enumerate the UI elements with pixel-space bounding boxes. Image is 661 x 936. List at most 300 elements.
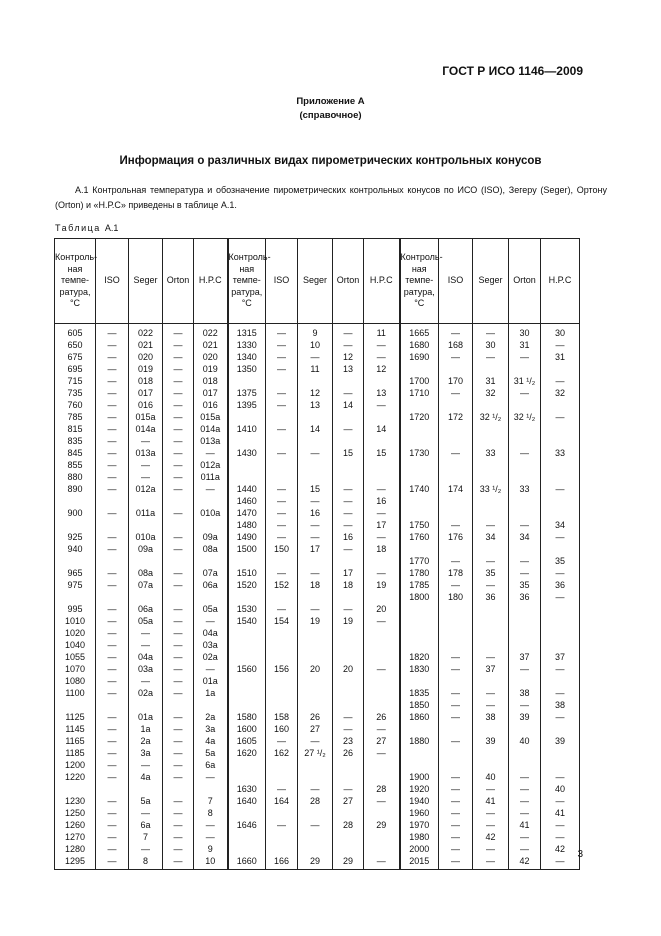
table-cell: — — [163, 615, 194, 627]
table-cell: 022 — [194, 324, 228, 340]
table-cell: — — [96, 639, 129, 651]
table-cell — [364, 627, 400, 639]
table-cell — [266, 375, 298, 387]
table-cell: — — [439, 735, 473, 747]
table-cell — [509, 543, 541, 555]
table-cell: — — [163, 363, 194, 375]
table-cell: 695 — [55, 363, 96, 375]
table-cell: 174 — [439, 483, 473, 495]
table-row — [55, 363, 580, 375]
table-cell — [298, 699, 333, 711]
table-cell: 017 — [194, 387, 228, 399]
table-cell — [129, 591, 163, 603]
table-cell: 33 — [541, 447, 580, 459]
table-cell: 34 — [473, 531, 509, 543]
table-cell — [194, 495, 228, 507]
table-cell: 1375 — [228, 387, 266, 399]
table-row — [55, 459, 580, 471]
table-cell: — — [194, 447, 228, 459]
table-cell: — — [333, 723, 364, 735]
table-cell — [129, 519, 163, 531]
table-cell — [509, 615, 541, 627]
table-cell: 965 — [55, 567, 96, 579]
table-cell: 020 — [129, 351, 163, 363]
table-cell: 33 — [473, 447, 509, 459]
table-cell: 04a — [129, 651, 163, 663]
table-cell — [473, 363, 509, 375]
table-cell: 18 — [333, 579, 364, 591]
table-cell: — — [509, 807, 541, 819]
table-cell — [333, 831, 364, 843]
table-cell: 3a — [194, 723, 228, 735]
table-cell — [96, 783, 129, 795]
table-row — [55, 855, 580, 870]
table-cell: 1920 — [400, 783, 439, 795]
table-cell — [400, 459, 439, 471]
table-cell: 1830 — [400, 663, 439, 675]
table-cell: — — [163, 411, 194, 423]
table-row — [55, 531, 580, 543]
table-cell: — — [163, 435, 194, 447]
table-cell: — — [439, 687, 473, 699]
table-cell — [266, 639, 298, 651]
table-cell — [400, 471, 439, 483]
table-cell: 15 — [298, 483, 333, 495]
table-cell: 19 — [333, 615, 364, 627]
table-cell: — — [96, 567, 129, 579]
table-cell: 40 — [509, 735, 541, 747]
table-cell — [400, 759, 439, 771]
table-cell — [55, 519, 96, 531]
table-cell: 1220 — [55, 771, 96, 783]
table-cell: — — [163, 771, 194, 783]
table-cell: 41 — [541, 807, 580, 819]
table-cell: 8 — [194, 807, 228, 819]
table-cell: — — [298, 447, 333, 459]
column-header: Seger — [129, 239, 163, 324]
table-cell: — — [473, 783, 509, 795]
column-header: Seger — [473, 239, 509, 324]
table-row — [55, 471, 580, 483]
table-cell: 30 — [541, 324, 580, 340]
table-cell: — — [333, 423, 364, 435]
table-cell: — — [96, 435, 129, 447]
table-cell: 37 — [473, 663, 509, 675]
table-cell: 09a — [129, 543, 163, 555]
column-header: Seger — [298, 239, 333, 324]
table-cell: — — [439, 795, 473, 807]
table-cell: 1200 — [55, 759, 96, 771]
table-cell — [400, 495, 439, 507]
table-cell — [298, 651, 333, 663]
table-cell: 1630 — [228, 783, 266, 795]
table-cell — [541, 603, 580, 615]
table-cell: 12 — [333, 351, 364, 363]
table-cell — [509, 471, 541, 483]
table-cell: — — [439, 579, 473, 591]
table-cell: — — [333, 324, 364, 340]
table-cell — [439, 615, 473, 627]
table-cell: — — [96, 375, 129, 387]
table-cell: 014a — [194, 423, 228, 435]
table-cell — [364, 411, 400, 423]
table-cell: 715 — [55, 375, 96, 387]
table-cell — [333, 555, 364, 567]
table-cell: 1600 — [228, 723, 266, 735]
table-cell — [266, 771, 298, 783]
table-cell — [439, 471, 473, 483]
table-cell: 6a — [194, 759, 228, 771]
table-cell: 166 — [266, 855, 298, 870]
table-cell: 35 — [509, 579, 541, 591]
table-cell: — — [333, 783, 364, 795]
column-header: ISO — [266, 239, 298, 324]
table-cell — [439, 639, 473, 651]
appendix-title: Приложение А — [296, 96, 365, 107]
table-cell: — — [194, 663, 228, 675]
table-cell: 40 — [541, 783, 580, 795]
table-cell: 15 — [333, 447, 364, 459]
table-cell: 019 — [129, 363, 163, 375]
table-cell: — — [509, 771, 541, 783]
table-cell: — — [129, 807, 163, 819]
table-cell — [473, 639, 509, 651]
table-cell — [541, 507, 580, 519]
table-cell: 03a — [129, 663, 163, 675]
table-cell: — — [364, 507, 400, 519]
table-cell — [298, 639, 333, 651]
table-cell: 1520 — [228, 579, 266, 591]
table-cell: — — [439, 855, 473, 870]
table-cell: 11 — [364, 324, 400, 340]
column-header: ISO — [439, 239, 473, 324]
table-cell: 37 — [541, 651, 580, 663]
table-cell: 20 — [298, 663, 333, 675]
table-cell: 08a — [194, 543, 228, 555]
table-cell — [364, 759, 400, 771]
table-header-row — [55, 239, 580, 324]
table-cell: 36 — [473, 591, 509, 603]
table-cell: 1080 — [55, 675, 96, 687]
table-cell — [473, 423, 509, 435]
table-cell: — — [364, 339, 400, 351]
table-cell: 022 — [129, 324, 163, 340]
table-cell: — — [439, 771, 473, 783]
table-cell: 12 — [298, 387, 333, 399]
table-row — [55, 627, 580, 639]
table-cell: 33 — [509, 483, 541, 495]
table-cell: 36 — [509, 591, 541, 603]
table-cell — [473, 615, 509, 627]
table-cell — [129, 555, 163, 567]
table-cell: 1510 — [228, 567, 266, 579]
table-cell — [400, 675, 439, 687]
table-cell: — — [333, 483, 364, 495]
table-cell: — — [96, 759, 129, 771]
table-cell: 1720 — [400, 411, 439, 423]
table-cell: 1a — [129, 723, 163, 735]
table-cell: — — [96, 663, 129, 675]
table-cell: 20 — [364, 603, 400, 615]
table-cell: — — [509, 387, 541, 399]
table-cell: — — [473, 855, 509, 870]
table-cell — [509, 423, 541, 435]
table-cell: 14 — [333, 399, 364, 411]
table-cell: 1665 — [400, 324, 439, 340]
table-row — [55, 783, 580, 795]
table-cell — [473, 507, 509, 519]
table-cell: 05a — [129, 615, 163, 627]
table-cell — [439, 723, 473, 735]
table-cell: — — [473, 843, 509, 855]
table-cell: — — [541, 375, 580, 387]
column-header: ISO — [96, 239, 129, 324]
table-cell: — — [96, 531, 129, 543]
table-cell: 1700 — [400, 375, 439, 387]
table-cell — [333, 639, 364, 651]
table-cell: — — [439, 663, 473, 675]
table-cell: 29 — [364, 819, 400, 831]
table-cell: 20 — [333, 663, 364, 675]
table-cell — [400, 603, 439, 615]
table-cell — [163, 555, 194, 567]
table-cell — [228, 375, 266, 387]
table-cell: — — [266, 324, 298, 340]
table-cell: — — [364, 483, 400, 495]
table-cell — [364, 555, 400, 567]
table-cell: — — [333, 519, 364, 531]
table-cell: 158 — [266, 711, 298, 723]
table-cell: 1980 — [400, 831, 439, 843]
table-cell: 1820 — [400, 651, 439, 663]
table-cell — [333, 759, 364, 771]
table-cell: 1960 — [400, 807, 439, 819]
table-cell — [228, 459, 266, 471]
table-cell — [163, 699, 194, 711]
table-cell — [439, 399, 473, 411]
table-cell: 1145 — [55, 723, 96, 735]
table-cell — [364, 843, 400, 855]
table-cell — [541, 471, 580, 483]
table-cell: 2a — [194, 711, 228, 723]
table-cell — [509, 399, 541, 411]
table-cell: 42 — [541, 843, 580, 855]
table-cell — [473, 627, 509, 639]
table-cell — [228, 687, 266, 699]
table-cell: 18 — [364, 543, 400, 555]
table-cell: 815 — [55, 423, 96, 435]
table-cell — [266, 831, 298, 843]
table-cell — [541, 435, 580, 447]
table-cell — [473, 543, 509, 555]
table-cell: 7 — [129, 831, 163, 843]
table-cell — [509, 435, 541, 447]
table-cell: 18 — [298, 579, 333, 591]
table-cell — [439, 423, 473, 435]
table-cell — [298, 675, 333, 687]
table-cell: 880 — [55, 471, 96, 483]
table-cell: — — [333, 711, 364, 723]
cone-table — [54, 238, 580, 870]
table-cell: 152 — [266, 579, 298, 591]
table-cell: — — [266, 387, 298, 399]
table-cell: — — [439, 831, 473, 843]
table-cell: 02a — [129, 687, 163, 699]
table-cell — [266, 699, 298, 711]
appendix-subtitle: (справочное) — [299, 110, 362, 121]
table-cell — [333, 471, 364, 483]
table-cell: 1785 — [400, 579, 439, 591]
section-heading: Информация о различных видах пирометрических контрольных конусов — [119, 155, 542, 167]
table-cell: 1395 — [228, 399, 266, 411]
table-cell: 1770 — [400, 555, 439, 567]
table-cell — [333, 687, 364, 699]
table-caption — [55, 223, 118, 233]
table-cell: 1480 — [228, 519, 266, 531]
table-cell — [509, 627, 541, 639]
table-cell: 1780 — [400, 567, 439, 579]
table-cell: 011a — [194, 471, 228, 483]
table-cell — [266, 591, 298, 603]
table-cell: 34 — [509, 531, 541, 543]
table-cell: — — [163, 423, 194, 435]
table-row — [55, 339, 580, 351]
table-row — [55, 771, 580, 783]
table-cell: 1940 — [400, 795, 439, 807]
table-cell — [541, 399, 580, 411]
table-cell: 1860 — [400, 711, 439, 723]
table-cell: 785 — [55, 411, 96, 423]
table-cell: — — [96, 675, 129, 687]
table-cell: — — [298, 495, 333, 507]
table-cell: — — [96, 807, 129, 819]
table-cell: 1350 — [228, 363, 266, 375]
table-cell — [509, 363, 541, 375]
table-cell: 12 — [364, 363, 400, 375]
table-cell — [333, 411, 364, 423]
table-cell — [439, 543, 473, 555]
table-cell: — — [364, 855, 400, 870]
table-row — [55, 711, 580, 723]
table-cell: — — [96, 687, 129, 699]
table-cell — [541, 723, 580, 735]
table-cell: 1280 — [55, 843, 96, 855]
table-cell: 31 ¹/₂ — [509, 375, 541, 387]
table-cell: 01a — [129, 711, 163, 723]
table-cell: 17 — [333, 567, 364, 579]
table-cell: 760 — [55, 399, 96, 411]
table-cell: 31 — [473, 375, 509, 387]
table-cell — [298, 687, 333, 699]
table-cell: 09a — [194, 531, 228, 543]
table-cell: — — [266, 339, 298, 351]
table-cell — [400, 435, 439, 447]
table-cell — [473, 471, 509, 483]
table-cell: — — [439, 351, 473, 363]
table-cell: 5a — [194, 747, 228, 759]
table-cell — [55, 699, 96, 711]
table-cell — [400, 423, 439, 435]
table-cell — [473, 603, 509, 615]
page-number: 3 — [577, 849, 583, 860]
table-cell: — — [266, 507, 298, 519]
table-cell: 2015 — [400, 855, 439, 870]
table-cell: — — [163, 603, 194, 615]
table-cell: — — [96, 543, 129, 555]
table-cell: 164 — [266, 795, 298, 807]
table-cell: — — [96, 831, 129, 843]
table-cell: 5a — [129, 795, 163, 807]
table-cell — [55, 555, 96, 567]
table-cell: — — [266, 399, 298, 411]
table-cell — [541, 423, 580, 435]
table-cell: 32 — [473, 387, 509, 399]
table-row — [55, 495, 580, 507]
table-cell: — — [541, 567, 580, 579]
table-cell: — — [266, 735, 298, 747]
table-cell: — — [96, 471, 129, 483]
table-cell: — — [163, 579, 194, 591]
table-cell — [364, 591, 400, 603]
table-cell — [439, 507, 473, 519]
table-cell: — — [96, 351, 129, 363]
table-cell: 16 — [333, 531, 364, 543]
table-cell: 1580 — [228, 711, 266, 723]
table-cell: 23 — [333, 735, 364, 747]
table-cell: 28 — [333, 819, 364, 831]
table-cell: 1835 — [400, 687, 439, 699]
table-cell — [333, 843, 364, 855]
table-cell — [228, 651, 266, 663]
table-cell: 1680 — [400, 339, 439, 351]
table-cell: 27 — [333, 795, 364, 807]
table-cell: 37 — [509, 651, 541, 663]
table-cell: 06a — [194, 579, 228, 591]
table-cell: 8 — [129, 855, 163, 870]
table-cell: — — [266, 363, 298, 375]
column-header: Orton — [333, 239, 364, 324]
table-cell: 07a — [129, 579, 163, 591]
table-cell — [541, 759, 580, 771]
column-header: Orton — [163, 239, 194, 324]
table-cell: 29 — [298, 855, 333, 870]
table-cell: — — [509, 447, 541, 459]
table-cell: 07a — [194, 567, 228, 579]
table-cell: 925 — [55, 531, 96, 543]
table-cell: 27 ¹/₂ — [298, 747, 333, 759]
table-cell: 1640 — [228, 795, 266, 807]
table-cell: — — [266, 483, 298, 495]
table-cell: — — [473, 687, 509, 699]
table-cell: 39 — [509, 711, 541, 723]
table-cell: — — [163, 819, 194, 831]
table-cell: — — [163, 831, 194, 843]
table-cell: 9 — [194, 843, 228, 855]
table-cell — [298, 831, 333, 843]
table-cell — [194, 591, 228, 603]
table-cell: — — [129, 675, 163, 687]
table-cell: 1100 — [55, 687, 96, 699]
table-cell: 1800 — [400, 591, 439, 603]
table-cell: — — [96, 423, 129, 435]
table-cell — [228, 627, 266, 639]
table-cell: 1970 — [400, 819, 439, 831]
table-cell: 40 — [473, 771, 509, 783]
table-cell: 1055 — [55, 651, 96, 663]
table-cell: — — [541, 687, 580, 699]
table-row — [55, 555, 580, 567]
table-cell: 975 — [55, 579, 96, 591]
